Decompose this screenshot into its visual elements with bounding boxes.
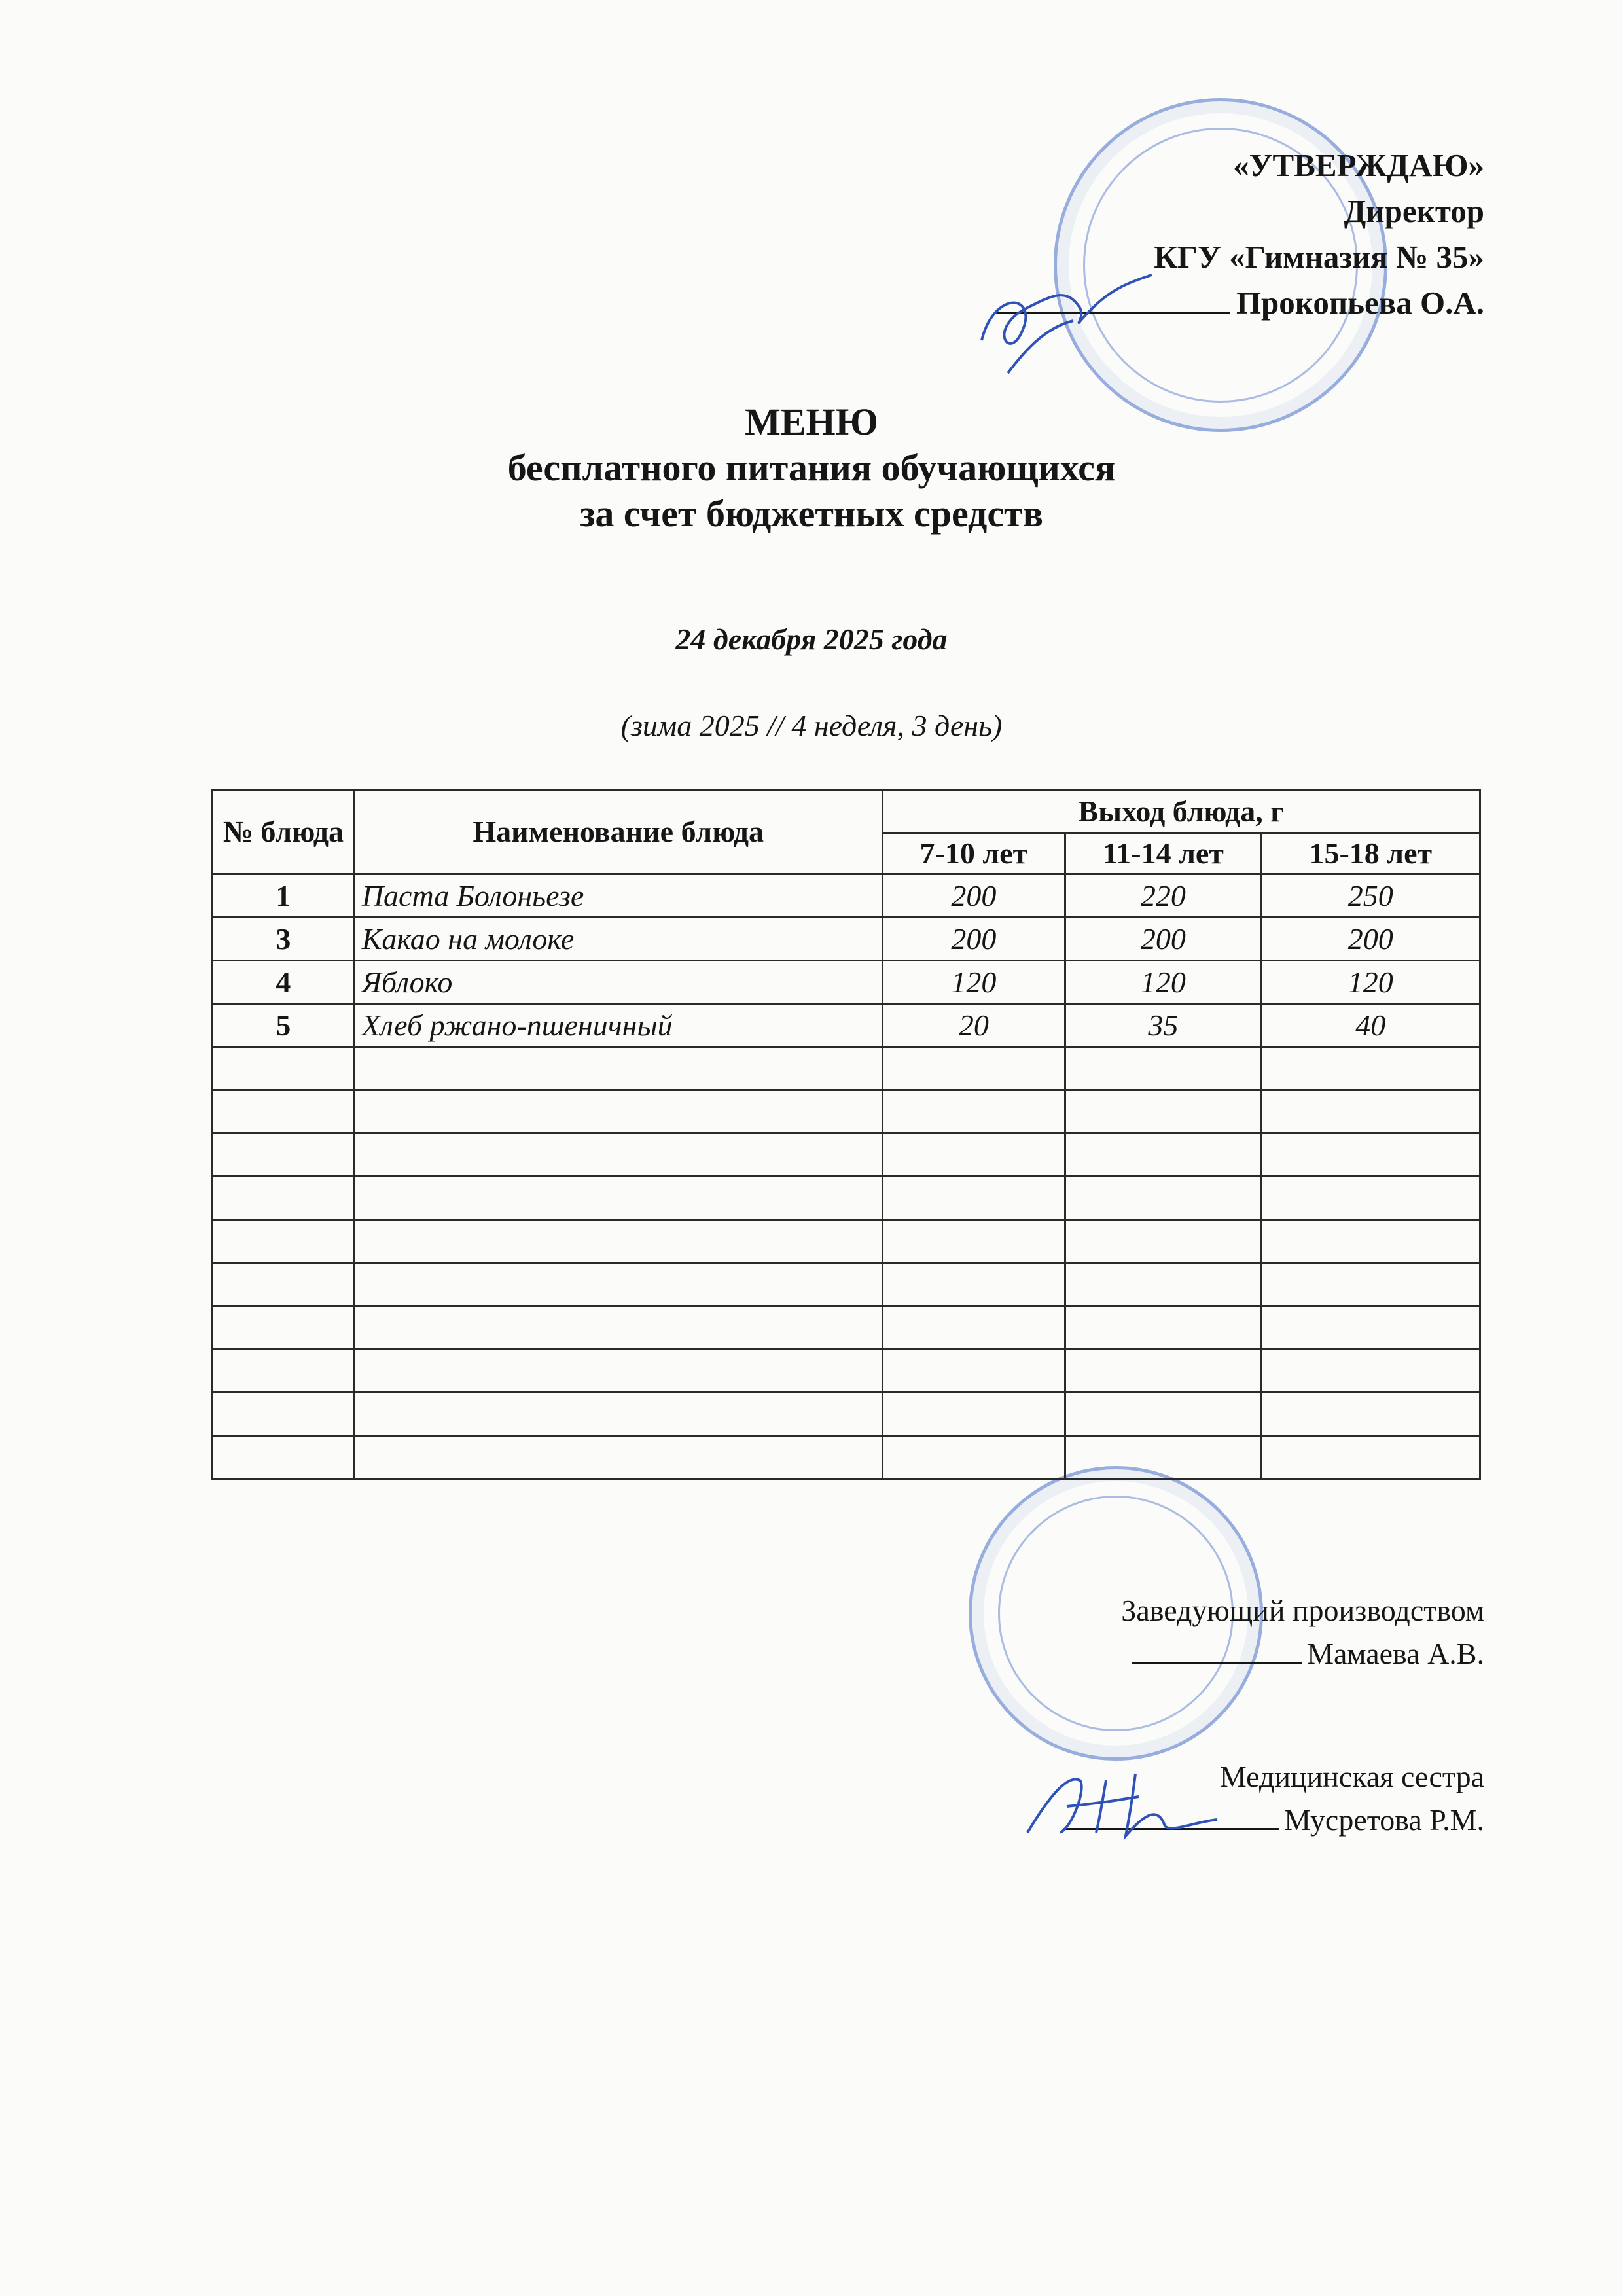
dish-name: Какао на молоке: [354, 918, 882, 961]
empty-cell: [882, 1393, 1065, 1436]
empty-cell: [1065, 1393, 1261, 1436]
empty-cell: [354, 1263, 882, 1306]
empty-cell: [213, 1220, 355, 1263]
empty-cell: [354, 1047, 882, 1090]
dish-name: Паста Болоньезе: [354, 874, 882, 918]
approval-organization: КГУ «Гимназия № 35»: [1154, 239, 1484, 275]
menu-date: 24 декабря 2025 года: [675, 622, 948, 656]
title-line-3: за счет бюджетных средств: [580, 492, 1043, 535]
approval-heading: «УТВЕРЖДАЮ»: [1233, 147, 1484, 183]
nurse-position: Медицинская сестра: [1219, 1760, 1484, 1793]
empty-row: [213, 1306, 1480, 1350]
empty-cell: [1261, 1436, 1480, 1479]
production-manager-name: Мамаева А.В.: [1307, 1637, 1484, 1670]
empty-cell: [1261, 1350, 1480, 1393]
dish-output-7-10: 200: [882, 874, 1065, 918]
empty-cell: [354, 1090, 882, 1134]
dish-name: Хлеб ржано-пшеничный: [354, 1004, 882, 1047]
empty-row: [213, 1177, 1480, 1220]
empty-cell: [882, 1177, 1065, 1220]
empty-cell: [1261, 1090, 1480, 1134]
empty-row: [213, 1134, 1480, 1177]
empty-cell: [1065, 1090, 1261, 1134]
empty-cell: [1261, 1134, 1480, 1177]
empty-cell: [213, 1090, 355, 1134]
empty-cell: [1261, 1306, 1480, 1350]
header-age-7-10: 7-10 лет: [882, 833, 1065, 874]
empty-cell: [213, 1263, 355, 1306]
empty-cell: [882, 1134, 1065, 1177]
dish-number: 5: [213, 1004, 355, 1047]
menu-table: [211, 789, 1481, 1480]
empty-row: [213, 1263, 1480, 1306]
empty-cell: [882, 1350, 1065, 1393]
empty-cell: [1261, 1047, 1480, 1090]
empty-cell: [1065, 1306, 1261, 1350]
header-dish-name: Наименование блюда: [354, 790, 882, 874]
empty-cell: [354, 1436, 882, 1479]
title-line-1: МЕНЮ: [745, 401, 878, 443]
empty-cell: [882, 1047, 1065, 1090]
dish-output-15-18: 200: [1261, 918, 1480, 961]
dish-output-15-18: 120: [1261, 961, 1480, 1004]
empty-cell: [882, 1263, 1065, 1306]
empty-cell: [213, 1306, 355, 1350]
empty-cell: [1065, 1177, 1261, 1220]
dish-output-11-14: 120: [1065, 961, 1261, 1004]
dish-output-15-18: 250: [1261, 874, 1480, 918]
empty-row: [213, 1393, 1480, 1436]
dish-output-11-14: 35: [1065, 1004, 1261, 1047]
empty-cell: [354, 1220, 882, 1263]
empty-cell: [1261, 1393, 1480, 1436]
nurse-signature: [1021, 1761, 1230, 1852]
empty-cell: [1065, 1263, 1261, 1306]
empty-cell: [1261, 1263, 1480, 1306]
table-row: [213, 961, 1480, 1004]
production-manager-block: [1121, 1589, 1484, 1676]
document-title: [0, 399, 1623, 537]
empty-cell: [213, 1350, 355, 1393]
director-signature: [969, 249, 1165, 380]
dish-output-7-10: 200: [882, 918, 1065, 961]
dish-number: 1: [213, 874, 355, 918]
empty-cell: [882, 1436, 1065, 1479]
dish-output-7-10: 20: [882, 1004, 1065, 1047]
empty-cell: [213, 1436, 355, 1479]
dish-output-11-14: 200: [1065, 918, 1261, 961]
dish-name: Яблоко: [354, 961, 882, 1004]
dish-output-7-10: 120: [882, 961, 1065, 1004]
empty-cell: [354, 1177, 882, 1220]
production-manager-signature-row: [1121, 1632, 1484, 1676]
dish-number: 4: [213, 961, 355, 1004]
empty-cell: [354, 1393, 882, 1436]
signature-line: [1132, 1633, 1302, 1664]
empty-row: [213, 1220, 1480, 1263]
empty-cell: [213, 1134, 355, 1177]
empty-cell: [1261, 1220, 1480, 1263]
menu-period: (зима 2025 // 4 неделя, 3 день): [620, 709, 1003, 742]
empty-cell: [1261, 1177, 1480, 1220]
approval-name: Прокопьева О.А.: [1236, 285, 1484, 321]
empty-cell: [1065, 1047, 1261, 1090]
header-dish-output: Выход блюда, г: [882, 790, 1480, 833]
dish-output-11-14: 220: [1065, 874, 1261, 918]
empty-cell: [354, 1306, 882, 1350]
production-manager-position: Заведующий производством: [1121, 1594, 1484, 1627]
table-row: [213, 874, 1480, 918]
header-age-11-14: 11-14 лет: [1065, 833, 1261, 874]
header-dish-number: № блюда: [213, 790, 355, 874]
table-row: [213, 1004, 1480, 1047]
empty-row: [213, 1436, 1480, 1479]
approval-position: Директор: [1344, 193, 1484, 229]
empty-cell: [1065, 1134, 1261, 1177]
title-line-2: бесплатного питания обучающихся: [507, 446, 1116, 489]
empty-row: [213, 1350, 1480, 1393]
table-header-row: [213, 790, 1480, 833]
empty-row: [213, 1090, 1480, 1134]
empty-cell: [354, 1350, 882, 1393]
empty-cell: [1065, 1220, 1261, 1263]
empty-cell: [354, 1134, 882, 1177]
dish-number: 3: [213, 918, 355, 961]
table-row: [213, 918, 1480, 961]
empty-cell: [213, 1047, 355, 1090]
header-age-15-18: 15-18 лет: [1261, 833, 1480, 874]
dish-output-15-18: 40: [1261, 1004, 1480, 1047]
empty-cell: [1065, 1350, 1261, 1393]
empty-cell: [1065, 1436, 1261, 1479]
empty-cell: [882, 1306, 1065, 1350]
empty-row: [213, 1047, 1480, 1090]
nurse-name: Мусретова Р.М.: [1284, 1803, 1484, 1837]
empty-cell: [213, 1393, 355, 1436]
empty-cell: [882, 1090, 1065, 1134]
empty-cell: [213, 1177, 355, 1220]
empty-cell: [882, 1220, 1065, 1263]
